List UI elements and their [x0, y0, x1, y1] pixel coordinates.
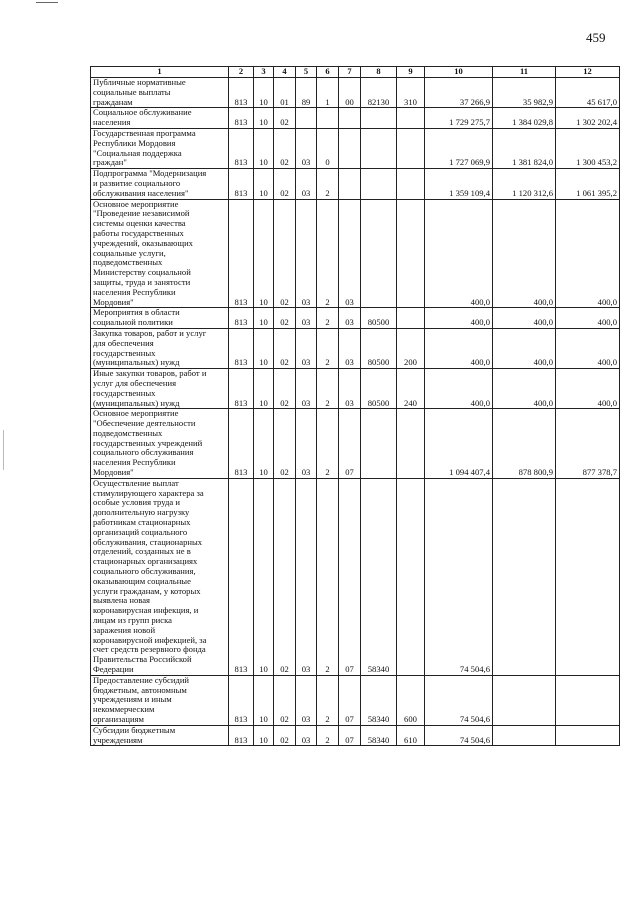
code-cell: 2: [317, 328, 339, 368]
code-cell: [361, 199, 397, 308]
code-cell: [361, 409, 397, 479]
code-cell: [397, 409, 425, 479]
code-cell: 10: [254, 725, 274, 746]
col-header: 4: [274, 67, 296, 78]
col-header: 10: [425, 67, 493, 78]
row-name-cell: Публичные нормативные социальные выплаты гражданам: [91, 78, 229, 108]
code-cell: 2: [317, 308, 339, 329]
code-cell: 10: [254, 478, 274, 675]
code-cell: 2: [317, 725, 339, 746]
code-cell: 610: [397, 725, 425, 746]
amount-cell: 400,0: [493, 199, 556, 308]
code-cell: 03: [296, 199, 317, 308]
code-cell: [339, 128, 361, 168]
table-row: [91, 675, 620, 725]
code-cell: 02: [274, 169, 296, 199]
code-cell: 03: [296, 169, 317, 199]
code-cell: 03: [296, 409, 317, 479]
amount-cell: 400,0: [556, 328, 620, 368]
amount-cell: 1 061 395,2: [556, 169, 620, 199]
code-cell: 813: [229, 128, 254, 168]
table-row: [91, 369, 620, 409]
code-cell: 2: [317, 369, 339, 409]
code-cell: 03: [296, 328, 317, 368]
code-cell: 600: [397, 675, 425, 725]
col-header: 1: [91, 67, 229, 78]
table-row: [91, 78, 620, 108]
col-header: 12: [556, 67, 620, 78]
amount-cell: [493, 725, 556, 746]
code-cell: [361, 108, 397, 129]
table-row: [91, 409, 620, 479]
code-cell: 10: [254, 128, 274, 168]
code-cell: 813: [229, 108, 254, 129]
table-row: [91, 108, 620, 129]
amount-cell: [556, 478, 620, 675]
row-name-cell: Предоставление субсидий бюджетным, автономным учреждениям и иным некоммерческим организациям: [91, 675, 229, 725]
code-cell: 03: [296, 369, 317, 409]
code-cell: [397, 128, 425, 168]
amount-cell: 45 617,0: [556, 78, 620, 108]
row-name-cell: Государственная программа Республики Мордовия "Социальная поддержка граждан": [91, 128, 229, 168]
code-cell: 03: [296, 128, 317, 168]
amount-cell: 400,0: [425, 308, 493, 329]
code-cell: 03: [296, 478, 317, 675]
code-cell: 2: [317, 675, 339, 725]
row-name-cell: Основное мероприятие "Проведение независимой системы оценки качества работы государственных учреждений, оказывающих социальные услуги, подведомственных Министерству социальной защиты, труда и занятости населения Республики Мордовия": [91, 199, 229, 308]
code-cell: 02: [274, 675, 296, 725]
amount-cell: 400,0: [425, 369, 493, 409]
code-cell: 813: [229, 369, 254, 409]
code-cell: 02: [274, 108, 296, 129]
code-cell: 07: [339, 478, 361, 675]
code-cell: 200: [397, 328, 425, 368]
code-cell: 80500: [361, 328, 397, 368]
code-cell: 10: [254, 308, 274, 329]
code-cell: 2: [317, 409, 339, 479]
code-cell: 310: [397, 78, 425, 108]
row-name-cell: Иные закупки товаров, работ и услуг для обеспечения государственных (муниципальных) нужд: [91, 369, 229, 409]
code-cell: 10: [254, 199, 274, 308]
amount-cell: 74 504,6: [425, 675, 493, 725]
col-header: 9: [397, 67, 425, 78]
code-cell: 2: [317, 169, 339, 199]
table-row: [91, 199, 620, 308]
code-cell: [339, 169, 361, 199]
amount-cell: 74 504,6: [425, 478, 493, 675]
row-name-cell: Субсидии бюджетным учреждениям: [91, 725, 229, 746]
page-number: 459: [586, 30, 606, 45]
code-cell: 10: [254, 328, 274, 368]
amount-cell: [493, 675, 556, 725]
code-cell: [317, 108, 339, 129]
table-row: [91, 128, 620, 168]
code-cell: 02: [274, 328, 296, 368]
code-cell: 58340: [361, 478, 397, 675]
code-cell: [397, 478, 425, 675]
row-name-cell: Осуществление выплат стимулирующего характера за особые условия труда и дополнительную нагрузку работникам стационарных организаций социального обслуживания, стационарных отделений, созданных не в стационарных организациях социального обслуживания, оказывающим социальные услуги гражданам, у которых выявлена новая коронавирусная инфекция, и лицам из групп риска заражения новой коронавирусной инфекцией, за счет средств резервного фонда Правительства Российской Федерации: [91, 478, 229, 675]
code-cell: 03: [339, 199, 361, 308]
code-cell: 03: [296, 675, 317, 725]
code-cell: 03: [339, 369, 361, 409]
code-cell: [339, 108, 361, 129]
table-row: [91, 169, 620, 199]
col-header: 5: [296, 67, 317, 78]
col-header: 7: [339, 67, 361, 78]
code-cell: [296, 108, 317, 129]
col-header: 11: [493, 67, 556, 78]
code-cell: 58340: [361, 675, 397, 725]
amount-cell: 1 120 312,6: [493, 169, 556, 199]
code-cell: 813: [229, 675, 254, 725]
amount-cell: 400,0: [493, 328, 556, 368]
header-row: [91, 67, 620, 78]
code-cell: 2: [317, 478, 339, 675]
code-cell: 10: [254, 675, 274, 725]
amount-cell: 400,0: [425, 328, 493, 368]
code-cell: 03: [296, 725, 317, 746]
table-row: [91, 308, 620, 329]
code-cell: [361, 128, 397, 168]
row-name-cell: Закупка товаров, работ и услуг для обеспечения государственных (муниципальных) нужд: [91, 328, 229, 368]
code-cell: 813: [229, 409, 254, 479]
code-cell: [397, 308, 425, 329]
amount-cell: 1 302 202,4: [556, 108, 620, 129]
code-cell: 07: [339, 409, 361, 479]
code-cell: 10: [254, 78, 274, 108]
amount-cell: 37 266,9: [425, 78, 493, 108]
amount-cell: 1 381 824,0: [493, 128, 556, 168]
table-row: [91, 725, 620, 746]
table-row: [91, 328, 620, 368]
amount-cell: 400,0: [493, 369, 556, 409]
row-name-cell: Мероприятия в области социальной политики: [91, 308, 229, 329]
amount-cell: 400,0: [556, 369, 620, 409]
code-cell: 02: [274, 369, 296, 409]
amount-cell: 400,0: [556, 199, 620, 308]
code-cell: 80500: [361, 308, 397, 329]
code-cell: 82130: [361, 78, 397, 108]
col-header: 8: [361, 67, 397, 78]
code-cell: 02: [274, 478, 296, 675]
amount-cell: 1 094 407,4: [425, 409, 493, 479]
amount-cell: 1 384 029,8: [493, 108, 556, 129]
row-name-cell: Основное мероприятие "Обеспечение деятельности подведомственных государственных учреждений социального обслуживания населения Республики Мордовия": [91, 409, 229, 479]
code-cell: 58340: [361, 725, 397, 746]
code-cell: 813: [229, 725, 254, 746]
code-cell: 03: [339, 328, 361, 368]
code-cell: 01: [274, 78, 296, 108]
amount-cell: 1 729 275,7: [425, 108, 493, 129]
col-header: 6: [317, 67, 339, 78]
col-header: 3: [254, 67, 274, 78]
code-cell: 03: [339, 308, 361, 329]
amount-cell: 1 727 069,9: [425, 128, 493, 168]
code-cell: 1: [317, 78, 339, 108]
code-cell: [397, 169, 425, 199]
code-cell: 80500: [361, 369, 397, 409]
table-row: [91, 478, 620, 675]
code-cell: [361, 169, 397, 199]
scan-top-mark: [36, 2, 58, 3]
amount-cell: 400,0: [493, 308, 556, 329]
amount-cell: 35 982,9: [493, 78, 556, 108]
code-cell: 07: [339, 725, 361, 746]
code-cell: 10: [254, 169, 274, 199]
code-cell: 02: [274, 409, 296, 479]
code-cell: 89: [296, 78, 317, 108]
code-cell: 02: [274, 128, 296, 168]
scan-left-mark: [3, 430, 4, 470]
code-cell: 10: [254, 369, 274, 409]
amount-cell: [493, 478, 556, 675]
row-name-cell: Социальное обслуживание населения: [91, 108, 229, 129]
code-cell: 813: [229, 169, 254, 199]
code-cell: 813: [229, 478, 254, 675]
amount-cell: [556, 675, 620, 725]
amount-cell: 74 504,6: [425, 725, 493, 746]
amount-cell: [556, 725, 620, 746]
amount-cell: 1 359 109,4: [425, 169, 493, 199]
amount-cell: 1 300 453,2: [556, 128, 620, 168]
code-cell: 03: [296, 308, 317, 329]
code-cell: 02: [274, 199, 296, 308]
code-cell: 813: [229, 328, 254, 368]
code-cell: 00: [339, 78, 361, 108]
budget-table: [90, 66, 620, 746]
code-cell: 813: [229, 199, 254, 308]
code-cell: 240: [397, 369, 425, 409]
code-cell: 02: [274, 308, 296, 329]
code-cell: 813: [229, 78, 254, 108]
amount-cell: 400,0: [425, 199, 493, 308]
code-cell: 2: [317, 199, 339, 308]
col-header: 2: [229, 67, 254, 78]
code-cell: 02: [274, 725, 296, 746]
amount-cell: 877 378,7: [556, 409, 620, 479]
row-name-cell: Подпрограмма "Модернизация и развитие социального обслуживания населения": [91, 169, 229, 199]
code-cell: 0: [317, 128, 339, 168]
amount-cell: 400,0: [556, 308, 620, 329]
amount-cell: 878 800,9: [493, 409, 556, 479]
code-cell: 813: [229, 308, 254, 329]
code-cell: 10: [254, 409, 274, 479]
code-cell: [397, 108, 425, 129]
code-cell: [397, 199, 425, 308]
code-cell: 07: [339, 675, 361, 725]
code-cell: 10: [254, 108, 274, 129]
